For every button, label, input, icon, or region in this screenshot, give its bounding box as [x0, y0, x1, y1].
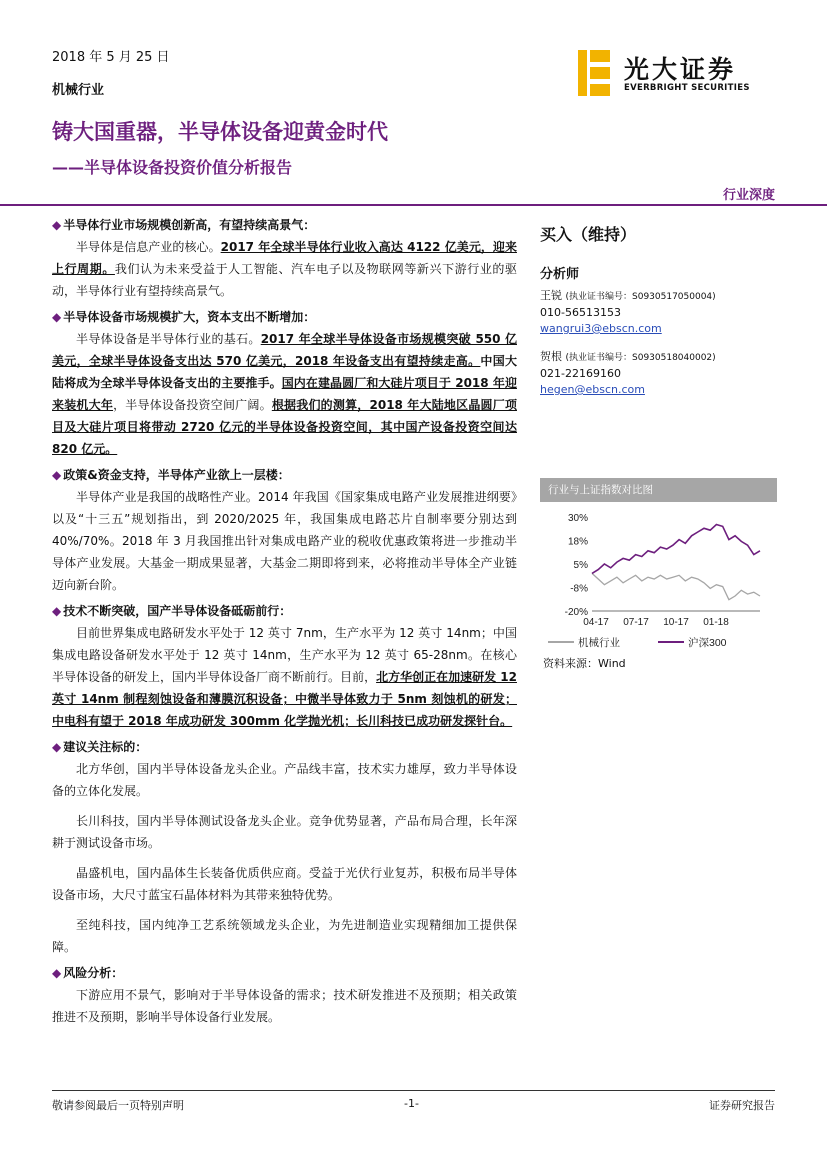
text-run: 根据我们的测算，2018 年大陆地区晶圆厂项目及大硅片项目将带动 2720 亿元的半导体设备投资空间，其中国产设备投资空间达 820 亿元。	[52, 398, 517, 456]
x-tick-label: 01-18	[703, 617, 729, 628]
analyst-heading: 分析师	[540, 267, 580, 282]
series-line-0	[592, 573, 760, 599]
analyst-email-link[interactable]: hegen@ebscn.com	[540, 383, 645, 396]
chart-title: 行业与上证指数对比图	[540, 478, 777, 502]
diamond-bullet-icon: ◆	[52, 604, 62, 618]
footer-disclaimer: 敬请参阅最后一页特别声明	[52, 1099, 184, 1112]
page-number: -1-	[404, 1097, 419, 1110]
x-tick-label: 07-17	[623, 617, 649, 628]
analyst-phone: 021-22169160	[540, 367, 621, 380]
report-subtitle: ——半导体设备投资价值分析报告	[52, 158, 293, 177]
diamond-bullet-icon: ◆	[52, 468, 62, 482]
section-heading-text: 建议关注标的：	[63, 740, 148, 754]
report-date: 2018 年 5 月 25 日	[52, 50, 170, 65]
analyst-card	[540, 349, 780, 398]
rating: 买入（维持）	[540, 225, 637, 244]
x-tick-label: 04-17	[583, 617, 609, 628]
industry-label: 机械行业	[52, 83, 105, 98]
section-heading	[52, 306, 517, 328]
text-run: 下游应用不景气，影响对于半导体设备的需求；技术研发推进不及预期；相关政策推进不及预期，影响半导体设备行业发展。	[52, 988, 517, 1024]
section-paragraph	[52, 622, 517, 732]
text-run: 中国大陆将成为全球半导体设备支出的主要推手。	[52, 354, 517, 390]
section-heading	[52, 962, 517, 984]
section-paragraph	[52, 486, 517, 596]
diamond-bullet-icon: ◆	[52, 740, 62, 754]
section-heading-text: 风险分析：	[63, 966, 124, 980]
section-paragraph	[52, 758, 517, 802]
text-run: 我们认为未来受益于人工智能、汽车电子以及物联网等新兴下游行业的驱动，半导体行业有望持续高景气。	[52, 262, 517, 298]
y-tick-label: -20%	[564, 607, 588, 618]
text-run: 2017 年全球半导体行业收入高达 4122 亿美元，迎来上行周期。	[52, 240, 517, 276]
section-heading-text: 半导体行业市场规模创新高，有望持续高景气：	[63, 218, 316, 232]
text-run: ，半导体设备投资空间广阔。	[113, 398, 272, 412]
chart-source: 资料来源：Wind	[543, 657, 626, 670]
y-tick-label: 5%	[573, 560, 588, 571]
text-run: 半导体是信息产业的核心。	[76, 240, 221, 254]
y-tick-label: 18%	[567, 536, 588, 548]
analyst-list	[540, 288, 780, 398]
section-paragraph	[52, 862, 517, 906]
section-paragraph	[52, 236, 517, 302]
brand-mark-icon	[578, 50, 612, 96]
section-heading-text: 技术不断突破，国产半导体设备砥砺前行：	[63, 604, 292, 618]
section-paragraph	[52, 810, 517, 854]
diamond-bullet-icon: ◆	[52, 966, 62, 980]
y-tick-label: -8%	[570, 583, 588, 595]
text-run: 目前世界集成电路研发水平处于 12 英寸 7nm，生产水平为 12 英寸 14nm；中国集成电路设备研发水平处于 12 英寸 14nm，生产水平为 12 英寸 65-28nm。在核心半导体设备的研发上，国内半导体设备厂商不断前行。目前，	[52, 626, 517, 684]
brand-name-cn: 光大证券	[624, 55, 737, 84]
footer-report-type: 证券研究报告	[709, 1099, 775, 1112]
sidebar	[540, 222, 780, 398]
analyst-card	[540, 288, 780, 337]
analyst-cert: (执业证书编号：S0930518040002)	[565, 353, 716, 363]
header-divider	[0, 204, 827, 206]
diamond-bullet-icon: ◆	[52, 218, 62, 232]
text-run: 长川科技，国内半导体测试设备龙头企业。竞争优势显著，产品布局合理，长年深耕于测试设备市场。	[52, 814, 517, 850]
text-run: 北方华创正在加速研发 12 英寸 14nm 制程刻蚀设备和薄膜沉积设备；中微半导体致力于 5nm 刻蚀机的研发；中电科有望于 2018 年成功研发 300mm 化学抛光机；长川科技已成功研发探针台。	[52, 670, 517, 728]
section-paragraph	[52, 328, 517, 460]
legend-label: 机械行业	[578, 637, 620, 649]
report-title: 铸大国重器，半导体设备迎黄金时代	[52, 120, 388, 144]
legend-label: 沪深300	[688, 637, 727, 649]
footer-divider	[52, 1090, 775, 1091]
text-run: 北方华创，国内半导体设备龙头企业。产品线丰富，技术实力雄厚，致力半导体设备的立体化发展。	[52, 762, 517, 798]
analyst-cert: (执业证书编号：S0930517050004)	[565, 292, 716, 302]
section-heading	[52, 464, 517, 486]
text-run: 半导体产业是我国的战略性产业。2014 年我国《国家集成电路产业发展推进纲要》以及“十三五”规划指出，到 2020/2025 年，我国集成电路芯片自制率要分别达到 40%/70%。2018 年 3 月我国推出针对集成电路产业的税收优惠政策将进一步推动半导体产业发展。大基金一期成果显著，大基金二期即将到来，必将推动半导体全产业链迈向新台阶。	[52, 490, 517, 592]
brand-logo	[578, 50, 778, 96]
analyst-name: 贺根	[540, 350, 562, 363]
text-run: 国内在建晶圆厂和大硅片项目于 2018 年迎来装机大年	[52, 376, 517, 412]
y-tick-label: 30%	[567, 513, 588, 524]
series-line-1	[592, 525, 760, 574]
section-paragraph	[52, 984, 517, 1028]
text-run: 半导体设备是半导体行业的基石。	[76, 332, 261, 346]
summary-column	[52, 214, 517, 1032]
text-run: 晶盛机电，国内晶体生长装备优质供应商。受益于光伏行业复苏，积极布局半导体设备市场，大尺寸蓝宝石晶体材料为其带来独特优势。	[52, 866, 517, 902]
diamond-bullet-icon: ◆	[52, 310, 62, 324]
comparison-chart	[540, 505, 777, 655]
report-type-tag: 行业深度	[722, 188, 775, 203]
analyst-phone: 010-56513153	[540, 306, 621, 319]
text-run: 至纯科技，国内纯净工艺系统领域龙头企业，为先进制造业实现精细加工提供保障。	[52, 918, 517, 954]
analyst-name: 王锐	[540, 289, 562, 302]
brand-name-en: EVERBRIGHT SECURITIES	[624, 83, 750, 93]
analyst-email-link[interactable]: wangrui3@ebscn.com	[540, 322, 662, 335]
section-heading-text: 政策&资金支持，半导体产业欲上一层楼：	[63, 468, 290, 482]
text-run: 2017 年全球半导体设备市场规模突破 550 亿美元，全球半导体设备支出达 570 亿美元，2018 年设备支出有望持续走高。	[52, 332, 517, 368]
section-heading-text: 半导体设备市场规模扩大，资本支出不断增加：	[63, 310, 316, 324]
x-tick-label: 10-17	[663, 617, 689, 628]
section-heading	[52, 600, 517, 622]
section-paragraph	[52, 914, 517, 958]
section-heading	[52, 736, 517, 758]
section-heading	[52, 214, 517, 236]
